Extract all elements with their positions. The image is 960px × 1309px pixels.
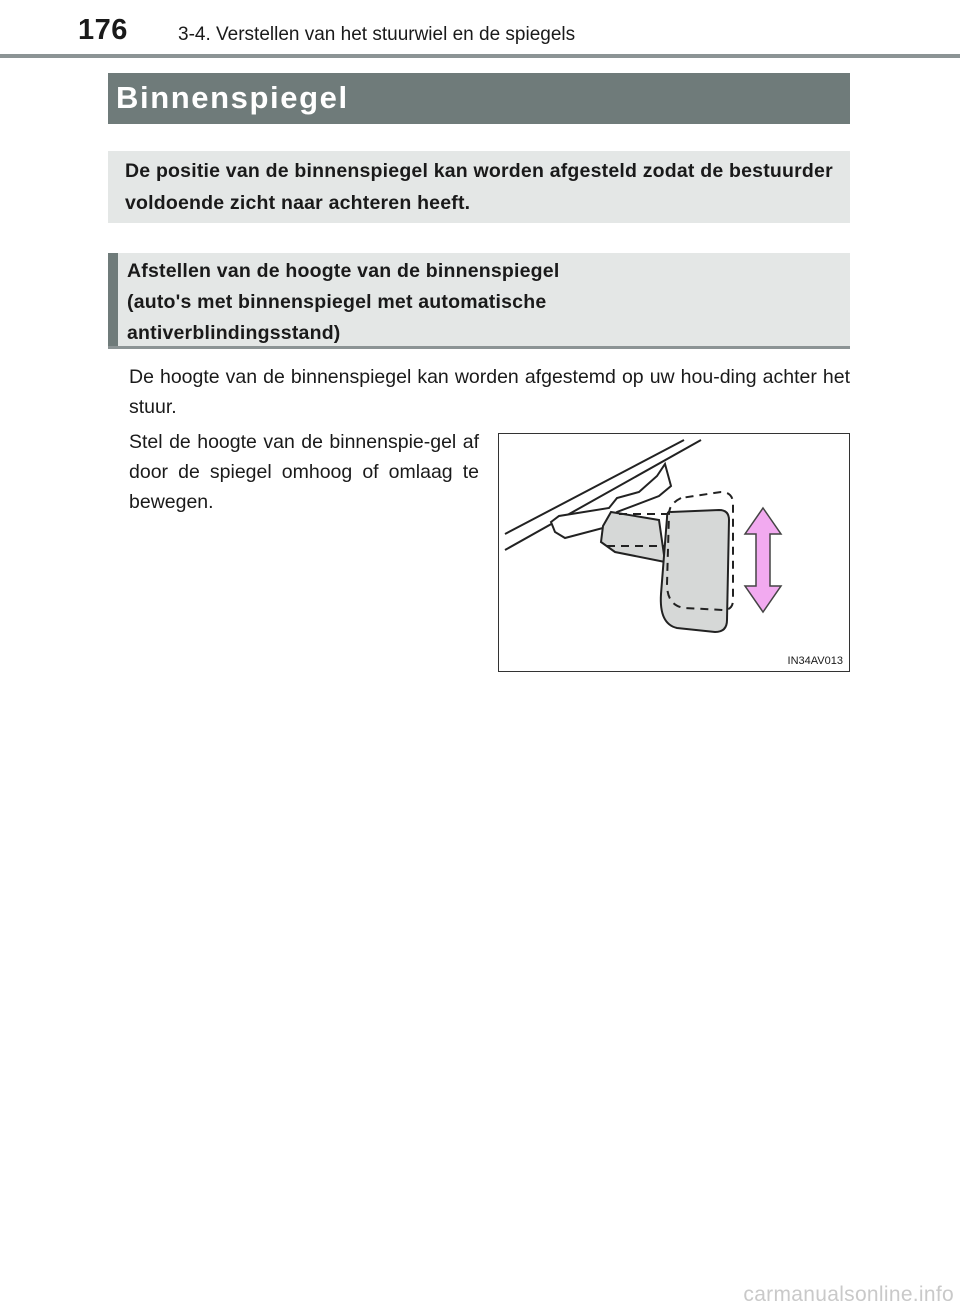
header-divider bbox=[0, 54, 960, 58]
subsection-heading-line: antiverblindingsstand) bbox=[127, 322, 341, 344]
figure-code: IN34AV013 bbox=[787, 655, 843, 667]
subsection-accent-bar bbox=[108, 253, 118, 349]
mirror-body bbox=[661, 510, 729, 632]
watermark: carmanualsonline.info bbox=[743, 1283, 954, 1306]
instruction-paragraph: Stel de hoogte van de binnenspie-gel af door de spiegel omhoog of omlaag te bewegen. bbox=[129, 431, 479, 513]
up-down-arrow-icon bbox=[745, 508, 781, 612]
page-number: 176 bbox=[78, 14, 128, 46]
body-paragraph: De hoogte van de binnenspiegel kan worden afgestemd op uw hou-ding achter het stuur. bbox=[129, 366, 850, 418]
mirror-drawing bbox=[499, 434, 849, 671]
running-title: 3-4. Verstellen van het stuurwiel en de spiegels bbox=[178, 24, 576, 45]
subsection-heading-line: (auto's met binnenspiegel met automatische bbox=[127, 291, 547, 313]
mirror-arm bbox=[601, 512, 665, 562]
intro-text: De positie van de binnenspiegel kan worden afgesteld zodat de bestuurder voldoende zicht naar achteren heeft. bbox=[125, 160, 833, 214]
mirror-illustration bbox=[498, 433, 850, 672]
section-title: Binnenspiegel bbox=[116, 80, 349, 115]
subsection-heading-line: Afstellen van de hoogte van de binnenspiegel bbox=[127, 260, 560, 282]
subsection-heading bbox=[127, 256, 827, 349]
